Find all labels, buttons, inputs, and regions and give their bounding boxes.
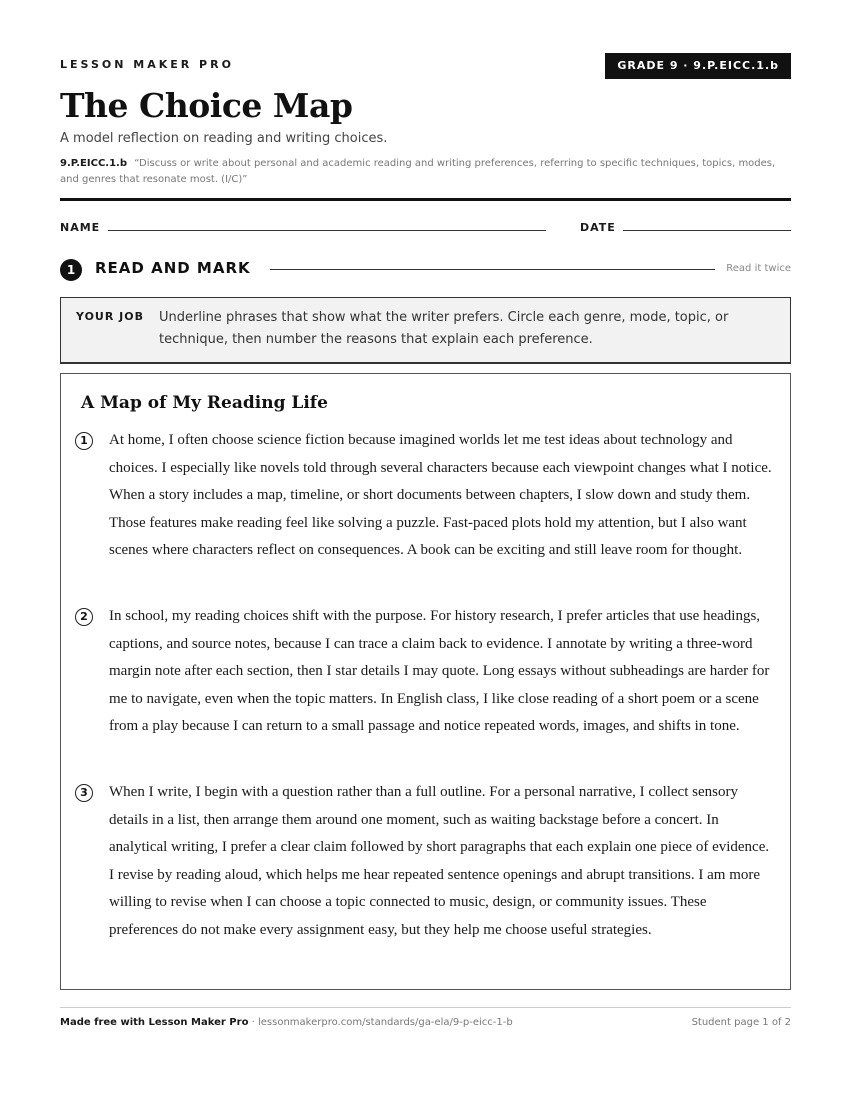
footer-separator: · [248, 1017, 258, 1028]
footer-url[interactable]: lessonmakerpro.com/standards/ga-ela/9-p-eicc-1-b [257, 1017, 513, 1028]
name-field-line[interactable] [108, 230, 546, 231]
section-note: Read it twice [726, 263, 791, 274]
brand-name: LESSON MAKER PRO [60, 58, 234, 71]
header-divider [60, 198, 791, 201]
section-header [60, 258, 791, 280]
grade-badge: GRADE 9 · 9.P.EICC.1.b [605, 53, 791, 79]
standard-code: 9.P.EICC.1.b [60, 158, 127, 169]
instructions-label: YOUR JOB [76, 310, 144, 323]
section-title: READ AND MARK [95, 259, 251, 277]
footer-divider [60, 1007, 791, 1008]
footer-made-with: Made free with Lesson Maker Pro [60, 1017, 249, 1028]
instructions-box [60, 297, 791, 364]
page-subtitle: A model reflection on reading and writing choices. [60, 131, 388, 146]
standard-text: “Discuss or write about personal and academic reading and writing preferences, referring to specific techniques, topics, modes, and genres that resonate most. (I/C)” [60, 158, 776, 185]
paragraph-text: When I write, I begin with a question rather than a full outline. For a personal narrative, I collect sensory details in a list, then arrange them around one moment, such as waiting backstage before a concert. In analytical writing, I prefer a clear claim followed by short paragraphs that each explain one piece of evidence. I revise by reading aloud, which helps me hear repeated sentence openings and abrupt transitions. I am more willing to revise when I can choose a topic connected to music, design, or community issues. These preferences do not make every assignment easy, but they help me choose useful strategies. [109, 784, 770, 938]
reading-passage [60, 373, 791, 990]
paragraph-text: In school, my reading choices shift with the purpose. For history research, I prefer articles that use headings, captions, and source notes, because I can trace a claim back to evidence. I annotate by writing a three-word margin note after each section, then I star details I may quote. Long essays without subheadings are harder for me to navigate, even when the topic matters. In English class, I like close reading of a short poem or a scene from a play because I can return to a small passage and notice repeated words, images, and shifts in tone. [109, 608, 770, 734]
standard-statement [60, 156, 791, 188]
date-label: DATE [580, 221, 616, 234]
page-title: The Choice Map [60, 86, 353, 125]
name-label: NAME [60, 221, 101, 234]
page-number: Student page 1 of 2 [691, 1017, 791, 1028]
paragraph-text: At home, I often choose science fiction because imagined worlds let me test ideas about technology and choices. I especially like novels told through several characters because each viewpoint changes what I notice. When a story includes a map, timeline, or short documents between chapters, I slow down and study them. Those features make reading feel like solving a puzzle. Fast-paced plots hold my attention, but I also want scenes where characters reflect on consequences. A book can be exciting and still leave room for thought. [109, 432, 772, 558]
paragraph-number: 1 [75, 432, 93, 450]
passage-title: A Map of My Reading Life [81, 393, 328, 413]
section-number-badge: 1 [60, 259, 82, 281]
instructions-text: Underline phrases that show what the writer prefers. Circle each genre, mode, topic, or technique, then number the reasons that explain each preference. [159, 310, 729, 347]
paragraph-number: 2 [75, 608, 93, 626]
section-divider [270, 269, 715, 270]
date-field-line[interactable] [623, 230, 791, 231]
paragraph-number: 3 [75, 784, 93, 802]
footer-credit [60, 1017, 513, 1028]
